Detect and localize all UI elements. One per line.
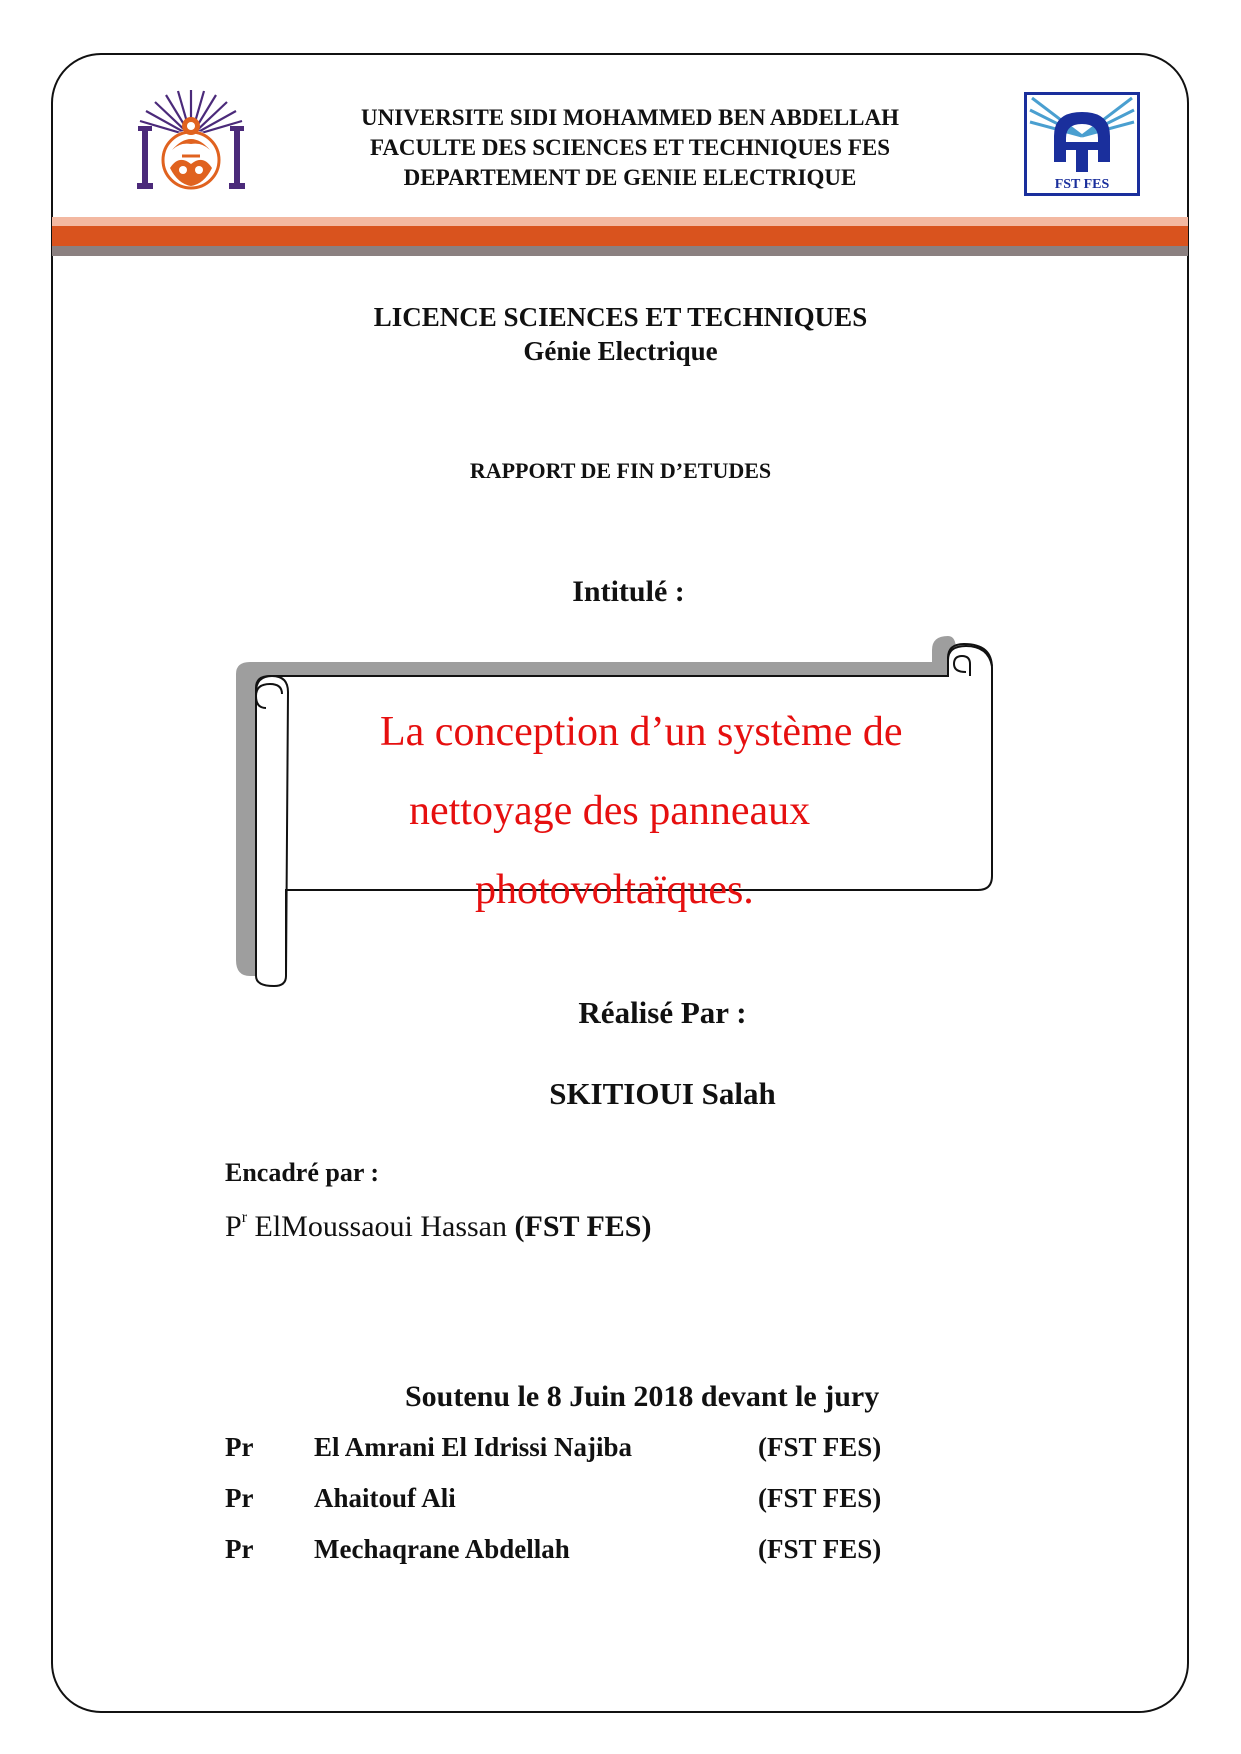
jury-member-title: Pr (225, 1534, 254, 1564)
project-title (0, 693, 1241, 930)
jury-member-title: Pr (225, 1432, 254, 1462)
fst-fes-logo (1024, 92, 1140, 196)
jury-member (225, 1483, 925, 1534)
field-title: Génie Electrique (523, 336, 718, 366)
supervisor-line (225, 1209, 651, 1244)
university-name: UNIVERSITE SIDI MOHAMMED BEN ABDELLAH (360, 105, 900, 130)
header-band-grey (52, 246, 1188, 256)
jury-member-name: Ahaitouf Ali (314, 1483, 456, 1513)
institution-header (260, 103, 1000, 193)
author-label: Réalisé Par : (578, 995, 747, 1030)
header-band-orange (52, 226, 1188, 246)
degree-title: LICENCE SCIENCES ET TECHNIQUES (373, 302, 868, 332)
supervisor-name: ElMoussaoui Hassan (254, 1210, 507, 1243)
project-title-line-1: La conception d’un système de (380, 709, 903, 755)
project-title-line-3: photovoltaïques. (475, 867, 754, 913)
fst-fes-logo-text: FST FES (1054, 177, 1110, 192)
jury-member-institution: (FST FES) (758, 1483, 882, 1513)
header-band-light (52, 217, 1188, 226)
defense-statement: Soutenu le 8 Juin 2018 devant le jury (405, 1380, 880, 1413)
department-name: DEPARTEMENT DE GENIE ELECTRIQUE (403, 165, 857, 190)
supervisor-prefix: P (225, 1210, 242, 1243)
author-name: SKITIOUI Salah (549, 1076, 776, 1111)
supervisor-institution: (FST FES) (514, 1210, 652, 1243)
report-type: RAPPORT DE FIN D’ETUDES (469, 458, 772, 483)
jury-list (225, 1432, 925, 1585)
jury-member-institution: (FST FES) (758, 1432, 882, 1462)
title-label: Intitulé : (572, 575, 685, 608)
university-emblem-logo (134, 88, 248, 196)
jury-member (225, 1432, 925, 1483)
project-title-line-2: nettoyage des panneaux (409, 788, 811, 834)
jury-member-name: El Amrani El Idrissi Najiba (314, 1432, 633, 1462)
jury-member-institution: (FST FES) (758, 1534, 882, 1564)
jury-member (225, 1534, 925, 1585)
jury-member-title: Pr (225, 1483, 254, 1513)
supervisor-label: Encadré par : (225, 1158, 380, 1187)
supervisor-prefix-sup: r (241, 1209, 248, 1226)
faculty-name: FACULTE DES SCIENCES ET TECHNIQUES FES (369, 135, 891, 160)
jury-member-name: Mechaqrane Abdellah (314, 1534, 570, 1564)
